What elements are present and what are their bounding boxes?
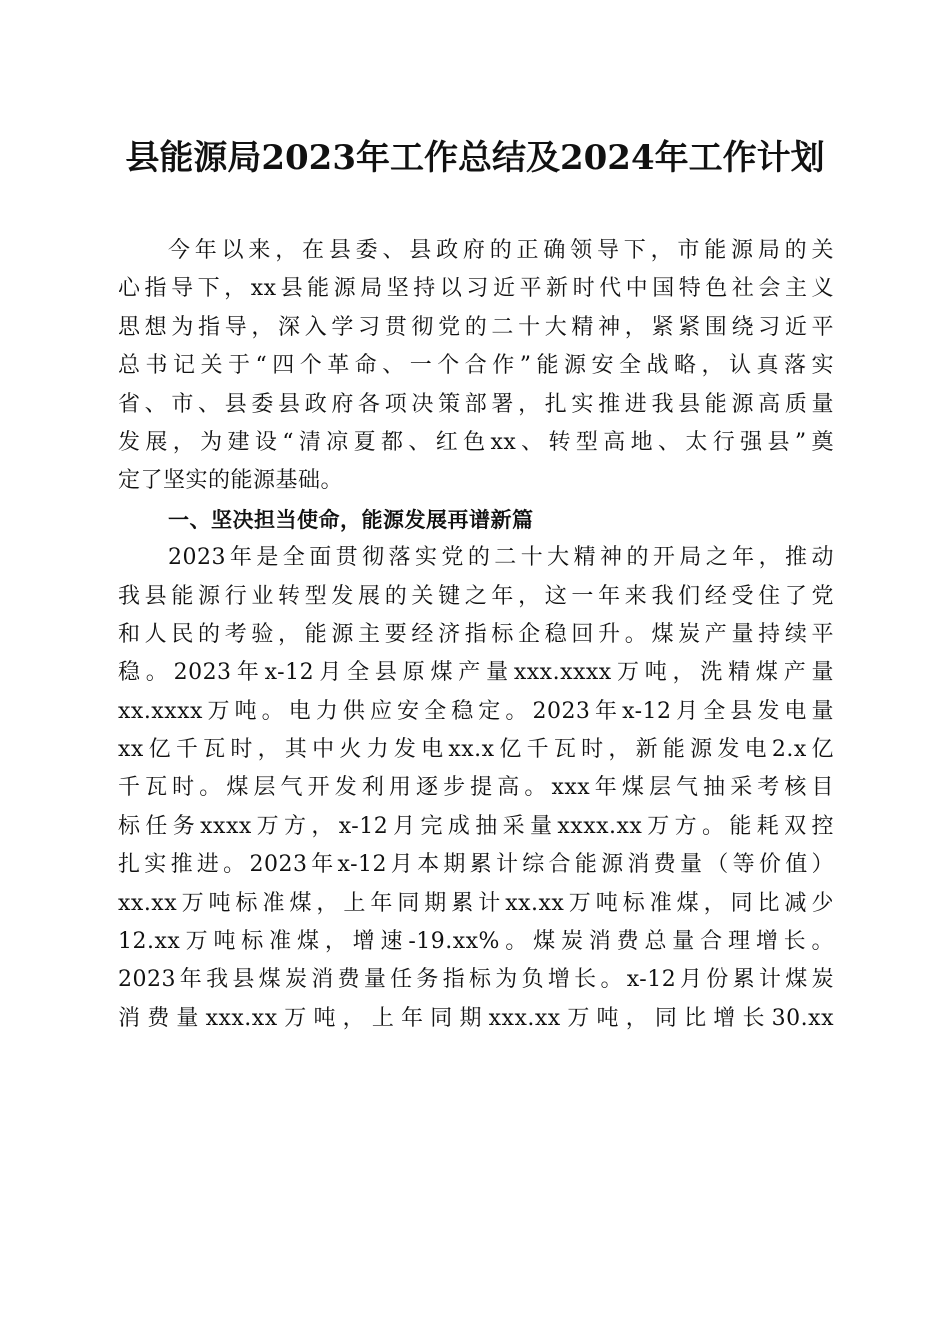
paragraph-line: 我县能源行业转型发展的关键之年，这一年来我们经受住了党 bbox=[118, 583, 834, 609]
paragraph-line: 思想为指导，深入学习贯彻党的二十大精神，紧紧围绕习近平 bbox=[118, 314, 834, 340]
paragraph-line: xx亿千瓦时，其中火力发电xx.x亿千瓦时，新能源发电2.x亿 bbox=[118, 737, 834, 763]
document-body bbox=[118, 232, 834, 1038]
paragraph-line: 千瓦时。煤层气开发利用逐步提高。xxx年煤层气抽采考核目 bbox=[118, 775, 834, 801]
paragraph-line: 和人民的考验，能源主要经济指标企稳回升。煤炭产量持续平 bbox=[118, 621, 834, 647]
paragraph-line: 消费量xxx.xx万吨，上年同期xxx.xx万吨，同比增长30.xx bbox=[118, 1005, 834, 1031]
paragraph-line: 标任务xxxx万方，x-12月完成抽采量xxxx.xx万方。能耗双控 bbox=[118, 813, 834, 839]
paragraph-line: 心指导下，xx县能源局坚持以习近平新时代中国特色社会主义 bbox=[118, 276, 834, 302]
paragraph-line: 2023年我县煤炭消费量任务指标为负增长。x-12月份累计煤炭 bbox=[118, 967, 834, 993]
paragraph-line: 发展，为建设“清凉夏都、红色xx、转型高地、太行强县”奠 bbox=[118, 429, 834, 455]
paragraph-line: 12.xx万吨标准煤，增速-19.xx%。煤炭消费总量合理增长。 bbox=[118, 929, 834, 955]
intro-paragraph bbox=[118, 232, 834, 501]
section1-paragraph bbox=[118, 539, 834, 1038]
section-heading: 一、坚决担当使命，能源发展再谱新篇 bbox=[168, 507, 534, 532]
paragraph-line: 定了坚实的能源基础。 bbox=[118, 468, 344, 494]
paragraph-line: 今年以来，在县委、县政府的正确领导下，市能源局的关 bbox=[168, 238, 834, 263]
paragraph-line: 2023年是全面贯彻落实党的二十大精神的开局之年，推动 bbox=[168, 545, 834, 571]
paragraph-line: xx.xx万吨标准煤，上年同期累计xx.xx万吨标准煤，同比减少 bbox=[118, 890, 834, 916]
document-title: 县能源局2023年工作总结及2024年工作计划 bbox=[125, 138, 825, 178]
paragraph-line: 稳。2023年x-12月全县原煤产量xxx.xxxx万吨，洗精煤产量 bbox=[118, 660, 834, 686]
paragraph-line: 总书记关于“四个革命、一个合作”能源安全战略，认真落实 bbox=[118, 353, 834, 379]
paragraph-line: xx.xxxx万吨。电力供应安全稳定。2023年x-12月全县发电量 bbox=[118, 698, 834, 724]
paragraph-line: 扎实推进。2023年x-12月本期累计综合能源消费量（等价值） bbox=[118, 852, 834, 878]
paragraph-line: 省、市、县委县政府各项决策部署，扎实推进我县能源高质量 bbox=[118, 391, 834, 417]
